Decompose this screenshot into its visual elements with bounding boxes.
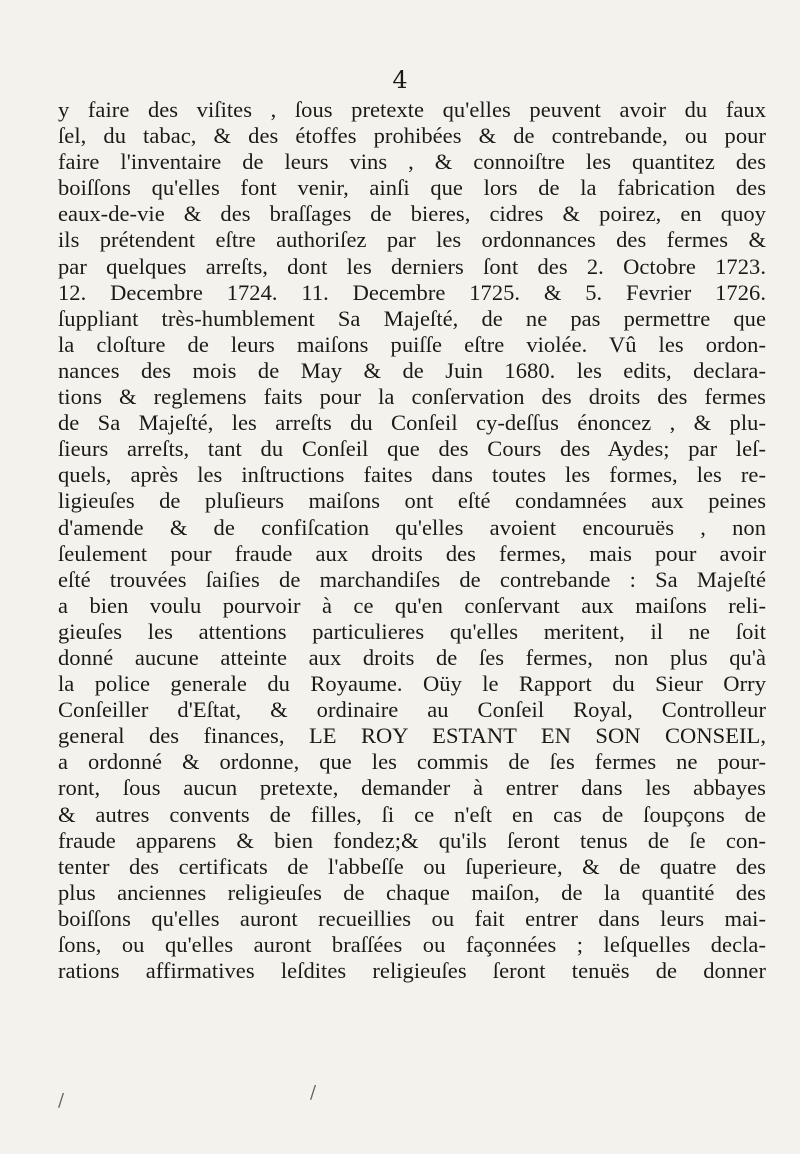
text-line: ils prétendent eſtre authoriſez par les ordonnances des fermes & xyxy=(58,227,766,253)
text-line: a ordonné & ordonne, que les commis de ſes fermes ne pour- xyxy=(58,749,766,775)
text-line: ſeulement pour fraude aux droits des fermes, mais pour avoir xyxy=(58,540,766,566)
text-line: ſons, ou qu'elles auront braſſées ou façonnées ; leſquelles decla- xyxy=(58,932,766,957)
text-line: plus anciennes religieuſes de chaque maiſon, de la quantité des xyxy=(58,879,766,905)
text-line: eſté trouvées ſaiſies de marchandiſes de contrebande : Sa Majeſté xyxy=(58,566,766,592)
text-line: ſieurs arreſts, tant du Conſeil que des Cours des Aydes; par leſ- xyxy=(58,436,766,462)
text-line: de Sa Majeſté, les arreſts du Conſeil cy-deſſus énoncez , & plu- xyxy=(58,410,766,436)
text-line: la police generale du Royaume. Oüy le Rapport du Sieur Orry xyxy=(58,671,766,697)
text-line: & autres convents de filles, ſi ce n'eſt en cas de ſoupçons de xyxy=(58,801,766,827)
page-number: 4 xyxy=(392,66,408,94)
text-line: tions & reglemens faits pour la conſervation des droits des fermes xyxy=(58,384,766,410)
text-line: boiſſons qu'elles font venir, ainſi que lors de la fabrication des xyxy=(58,175,766,201)
text-line: faire l'inventaire de leurs vins , & connoiſtre les quantitez des xyxy=(58,149,766,175)
text-line: d'amende & de confiſcation qu'elles avoient encouruës , non xyxy=(58,514,766,540)
text-line: gieuſes les attentions particulieres qu'elles meritent, il ne ſoit xyxy=(58,618,766,644)
body-text xyxy=(58,97,766,984)
stray-mark-center: / xyxy=(310,1082,317,1103)
text-line: fraude apparens & bien fondez;& qu'ils ſeront tenus de ſe con- xyxy=(58,827,766,853)
text-line: ſuppliant très-humblement Sa Majeſté, de ne pas permettre que xyxy=(58,305,766,331)
text-line: quels, après les inſtructions faites dans toutes les formes, les re- xyxy=(58,462,766,488)
text-line: la cloſture de leurs maiſons puiſſe eſtre violée. Vû les ordon- xyxy=(58,331,766,357)
text-line: ront, ſous aucun pretexte, demander à entrer dans les abbayes xyxy=(58,775,766,801)
text-line: nances des mois de May & de Juin 1680. les edits, declara- xyxy=(58,357,766,383)
stray-mark-left: / xyxy=(58,1090,65,1111)
text-line: eaux-de-vie & des braſſages de bieres, cidres & poirez, en quoy xyxy=(58,201,766,227)
text-line: Conſeiller d'Eſtat, & ordinaire au Conſeil Royal, Controlleur xyxy=(58,697,766,723)
text-line: rations affirmatives leſdites religieuſes ſeront tenuës de donner xyxy=(58,958,766,984)
text-line: y faire des viſites , ſous pretexte qu'elles peuvent avoir du faux xyxy=(58,97,766,122)
text-line: donné aucune atteinte aux droits de ſes fermes, non plus qu'à xyxy=(58,644,766,670)
text-line: par quelques arreſts, dont les derniers ſont des 2. Octobre 1723. xyxy=(58,253,766,279)
text-line: general des finances, LE ROY ESTANT EN SON CONSEIL, xyxy=(58,723,766,749)
text-line: ſel, du tabac, & des étoffes prohibées & de contrebande, ou pour xyxy=(58,123,766,149)
text-line: ligieuſes de pluſieurs maiſons ont eſté condamnées aux peines xyxy=(58,488,766,514)
text-line: a bien voulu pourvoir à ce qu'en conſervant aux maiſons reli- xyxy=(58,592,766,618)
text-line: 12. Decembre 1724. 11. Decembre 1725. & 5. Fevrier 1726. xyxy=(58,279,766,305)
text-line: tenter des certificats de l'abbeſſe ou ſuperieure, & de quatre des xyxy=(58,853,766,879)
text-line: boiſſons qu'elles auront recueillies ou fait entrer dans leurs mai- xyxy=(58,905,766,931)
